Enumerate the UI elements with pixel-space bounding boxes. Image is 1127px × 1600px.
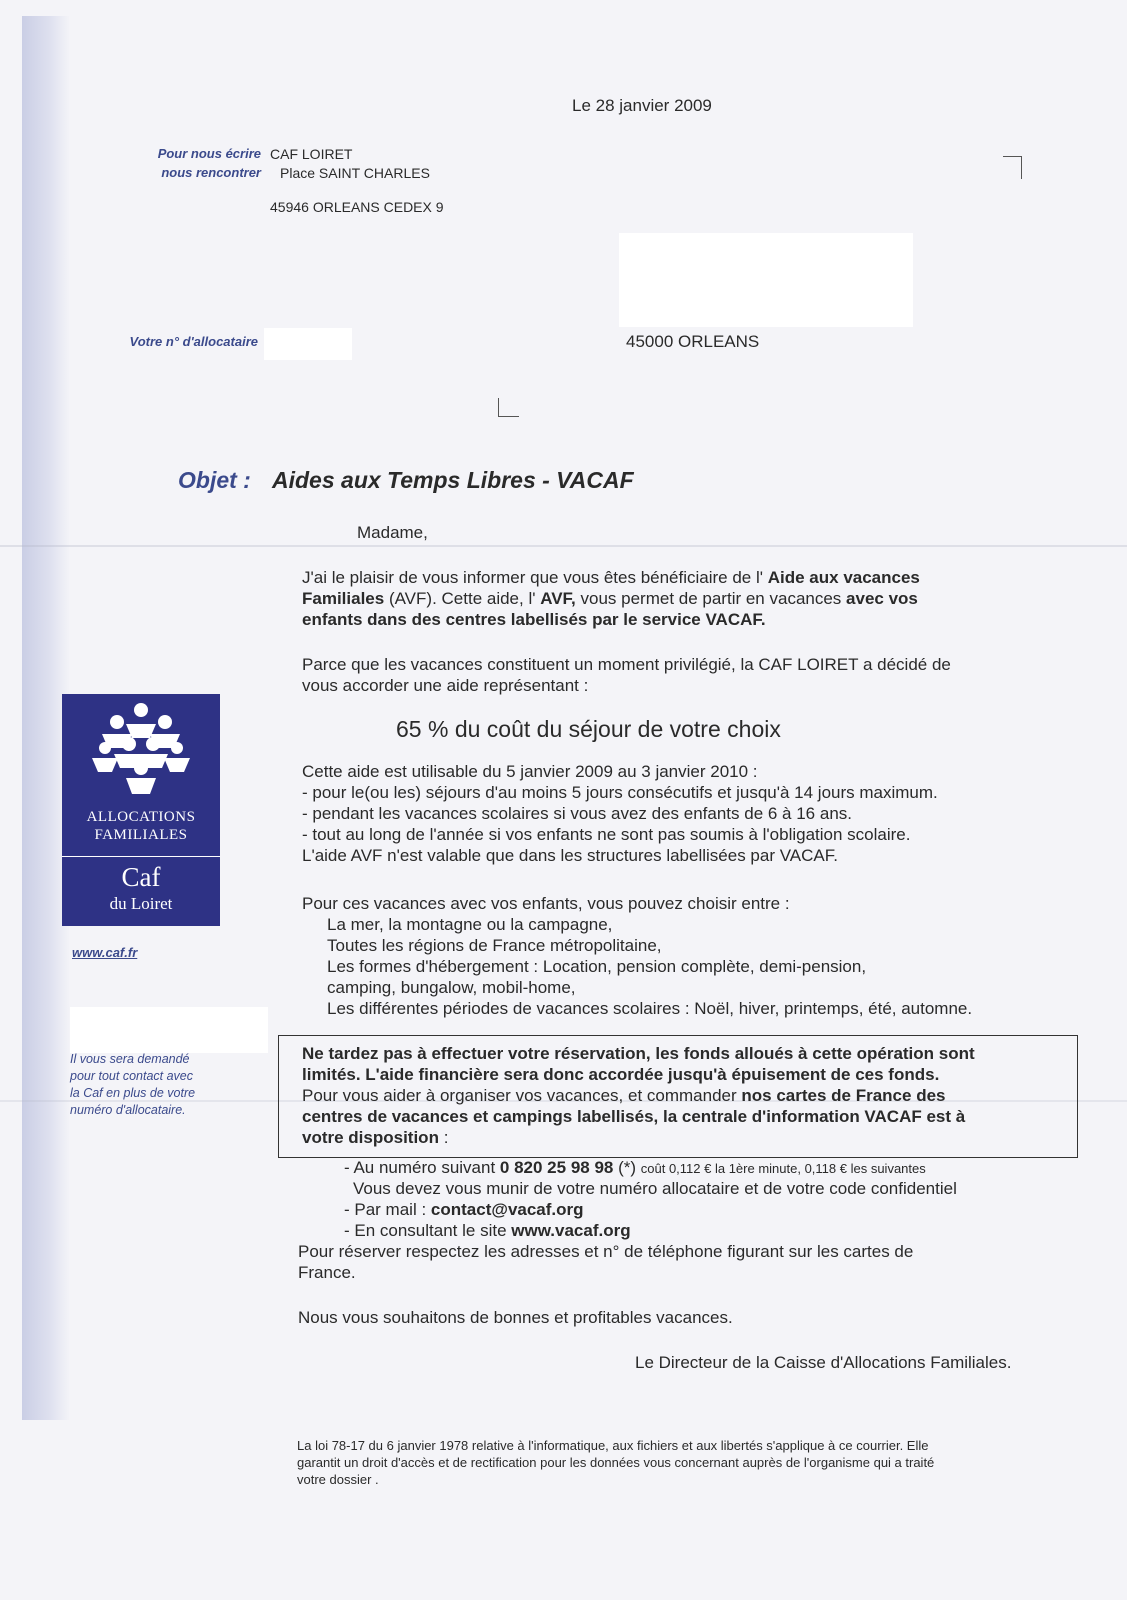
list-item: Les différentes périodes de vacances scolaires : Noël, hiver, printemps, été, automne. — [327, 999, 973, 1018]
text: Ne tardez pas à effectuer votre réservation, les fonds alloués à cette opération sont — [302, 1044, 975, 1063]
text: FAMILIALES — [94, 827, 188, 843]
text: La loi 78-17 du 6 janvier 1978 relative à l'informatique, aux fichiers et aux libertés s'applique à ce courrier. Elle — [297, 1438, 929, 1453]
sender-city: 45946 ORLEANS CEDEX 9 — [270, 199, 444, 215]
email-link[interactable]: contact@vacaf.org — [430, 1200, 584, 1219]
text: - Au numéro suivant — [344, 1158, 500, 1177]
text: Aide aux vacances — [767, 568, 920, 587]
text: - Par mail : — [344, 1200, 431, 1219]
text: ALLOCATIONS — [86, 809, 196, 825]
contact-site — [344, 1220, 1124, 1241]
text: nos cartes de France des — [741, 1086, 946, 1105]
choices-list — [327, 914, 1107, 1019]
list-item: - tout au long de l'année si vos enfants ne sont pas soumis à l'obligation scolaire. — [302, 825, 911, 844]
validity-list — [302, 761, 1082, 866]
text: Pour réserver respectez les adresses et n° de téléphone figurant sur les cartes de — [298, 1242, 914, 1261]
list-item: camping, bungalow, mobil-home, — [327, 978, 576, 997]
paragraph-decision — [302, 654, 1082, 696]
paragraph-intro — [302, 567, 1082, 630]
subject-title: Aides aux Temps Libres - VACAF — [272, 467, 634, 493]
text: votre dossier . — [297, 1472, 379, 1487]
signature: Le Directeur de la Caisse d'Allocations Familiales. — [635, 1353, 1012, 1372]
warning-text — [302, 1043, 1082, 1148]
text: numéro d'allocataire. — [70, 1103, 186, 1117]
aid-percentage: 65 % du coût du séjour de votre choix — [396, 716, 781, 742]
list-item: La mer, la montagne ou la campagne, — [327, 915, 613, 934]
sidenote — [70, 1051, 250, 1119]
text: J'ai le plaisir de vous informer que vous êtes bénéficiaire de l' — [302, 568, 768, 587]
sender-street: Place SAINT CHARLES — [280, 165, 430, 181]
phone-number[interactable]: 0 820 25 98 98 — [499, 1158, 614, 1177]
list-item: - pendant les vacances scolaires si vous avez des enfants de 6 à 16 ans. — [302, 804, 852, 823]
label-meet: nous rencontrer — [161, 165, 261, 180]
text: la Caf en plus de votre — [70, 1086, 196, 1100]
list-item: L'aide AVF n'est valable que dans les structures labellisées par VACAF. — [302, 846, 838, 865]
text: Pour vous aider à organiser vos vacances, et commander — [302, 1086, 742, 1105]
text: vous permet de partir en vacances — [575, 589, 847, 608]
legal-footer — [297, 1437, 1087, 1488]
letter-date: Le 28 janvier 2009 — [572, 96, 712, 115]
list-item: - pour le(ou les) séjours d'au moins 5 jours consécutifs et jusqu'à 14 jours maximum. — [302, 783, 938, 802]
logo-region-text: du Loiret — [109, 894, 173, 913]
text: enfants dans des centres labellisés par le service VACAF. — [302, 610, 766, 629]
text: AVF, — [540, 589, 576, 608]
sender-name: CAF LOIRET — [270, 146, 353, 162]
closing: Nous vous souhaitons de bonnes et profitables vacances. — [298, 1308, 733, 1327]
contact-mail — [344, 1199, 1124, 1220]
text: France. — [298, 1263, 356, 1282]
allocataire-label: Votre n° d'allocataire — [129, 334, 258, 349]
text: - En consultant le site — [344, 1221, 512, 1240]
paper-fold — [0, 545, 1127, 547]
redacted-allocataire-number — [264, 328, 352, 360]
redacted-recipient-address — [619, 233, 913, 327]
text: Il vous sera demandé — [70, 1052, 190, 1066]
text: (AVF). Cette aide, l' — [384, 589, 541, 608]
text: avec vos — [846, 589, 918, 608]
list-item: Toutes les régions de France métropolitaine, — [327, 936, 662, 955]
logo-text — [62, 808, 220, 844]
address-window-corner — [1003, 156, 1022, 179]
text: : — [438, 1128, 449, 1147]
text: votre disposition — [302, 1128, 439, 1147]
logo-caf-text: Caf — [121, 862, 161, 892]
label-write: Pour nous écrire — [157, 146, 261, 161]
text: centres de vacances et campings labellisés, la centrale d'information VACAF est à — [302, 1107, 966, 1126]
redacted-field — [70, 1007, 268, 1053]
contact-phone — [344, 1157, 1124, 1179]
recipient-city: 45000 ORLEANS — [626, 332, 760, 351]
reserve-note — [298, 1241, 1078, 1283]
text: garantit un droit d'accès et de rectification pour les données vous concernant auprès de l'organisme qui a traité — [297, 1455, 935, 1470]
caf-logo — [62, 694, 220, 926]
text: vous accorder une aide représentant : — [302, 676, 589, 695]
text: coût 0,112 € la 1ère minute, 0,118 € les suivantes — [640, 1161, 926, 1176]
text: Familiales — [302, 589, 385, 608]
contact-phone-note: Vous devez vous munir de votre numéro allocataire et de votre code confidentiel — [353, 1179, 957, 1198]
list-item: Les formes d'hébergement : Location, pension complète, demi-pension, — [327, 957, 867, 976]
text: (*) — [613, 1158, 641, 1177]
text: limités. L'aide financière sera donc accordée jusqu'à épuisement de ces fonds. — [302, 1065, 940, 1084]
address-window-corner — [498, 398, 519, 417]
divider — [62, 856, 220, 857]
salutation: Madame, — [357, 523, 428, 542]
text: Parce que les vacances constituent un moment privilégié, la CAF LOIRET a décidé de — [302, 655, 951, 674]
list-item: Cette aide est utilisable du 5 janvier 2009 au 3 janvier 2010 : — [302, 762, 758, 781]
text: pour tout contact avec — [70, 1069, 193, 1083]
subject-label: Objet : — [178, 467, 251, 493]
website-link[interactable]: www.caf.fr — [72, 945, 138, 960]
website-link[interactable]: www.vacaf.org — [511, 1221, 631, 1240]
choices-intro: Pour ces vacances avec vos enfants, vous pouvez choisir entre : — [302, 894, 790, 913]
